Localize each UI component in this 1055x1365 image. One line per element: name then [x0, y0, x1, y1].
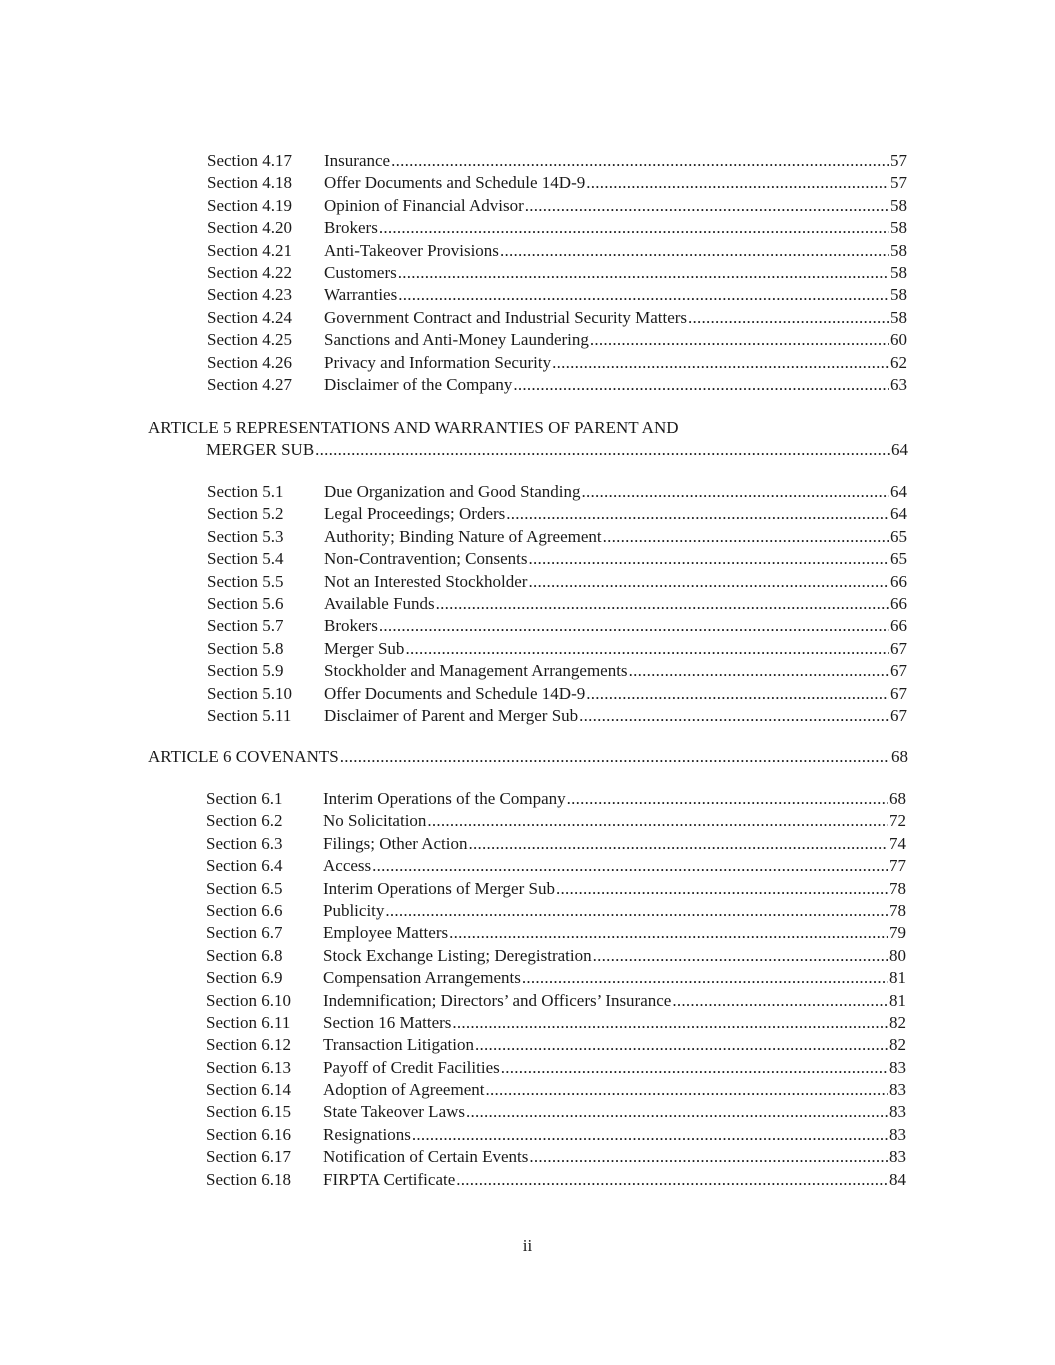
- section-title: Offer Documents and Schedule 14D-9: [324, 173, 586, 193]
- page-number: 67: [890, 705, 907, 725]
- dot-leader: [379, 615, 889, 637]
- section-number: Section 4.25: [207, 330, 292, 350]
- toc-entry: [0, 788, 906, 810]
- page-number: 64: [890, 482, 907, 501]
- toc-entry: [0, 660, 907, 682]
- section-number: Section 5.6: [207, 593, 284, 613]
- section-number: Section 6.17: [206, 1147, 291, 1167]
- page-number: 78: [889, 900, 906, 920]
- section-title: Sanctions and Anti-Money Laundering: [324, 330, 589, 350]
- section-title: Payoff of Credit Facilities: [323, 1057, 500, 1077]
- section-title: Stock Exchange Listing; Deregistration: [323, 945, 592, 965]
- toc-entry: [0, 967, 906, 989]
- dot-leader: [372, 855, 888, 877]
- page-number: 83: [889, 1057, 906, 1077]
- toc-entry: [0, 1079, 906, 1101]
- toc-entry: [0, 1169, 906, 1191]
- toc-entry: [0, 150, 907, 172]
- toc-entry: [0, 548, 907, 570]
- toc-entry: [0, 810, 906, 832]
- page-number: 67: [890, 683, 907, 703]
- page-number: 77: [889, 856, 906, 876]
- section-number: Section 4.19: [207, 195, 292, 215]
- page-number: 65: [890, 526, 907, 546]
- toc-entry: [0, 833, 906, 855]
- dot-leader: [528, 571, 889, 593]
- toc-entry: [0, 240, 907, 262]
- page-number: 82: [889, 1035, 906, 1055]
- toc-entry: [0, 855, 906, 877]
- section-title: Offer Documents and Schedule 14D-9: [324, 683, 586, 703]
- section-number: Section 6.16: [206, 1124, 291, 1144]
- section-title: Not an Interested Stockholder: [324, 571, 528, 591]
- section-number: Section 4.17: [207, 151, 292, 170]
- page-number: 72: [889, 811, 906, 831]
- page-number: 74: [889, 833, 906, 853]
- section-title: Interim Operations of the Company: [323, 789, 566, 808]
- toc-entry: [0, 683, 907, 705]
- section-title: Due Organization and Good Standing: [324, 482, 581, 501]
- article-5-page-number: 64: [891, 440, 908, 460]
- toc-entry: [0, 262, 907, 284]
- dot-leader: [315, 439, 890, 461]
- section-number: Section 4.21: [207, 240, 292, 260]
- page-number: 67: [890, 661, 907, 681]
- section-number: Section 6.15: [206, 1102, 291, 1122]
- toc-entry: [0, 503, 907, 525]
- dot-leader: [405, 638, 889, 660]
- dot-leader: [385, 900, 888, 922]
- page-number: 66: [890, 593, 907, 613]
- section-number: Section 4.20: [207, 218, 292, 238]
- page-number: 84: [889, 1169, 906, 1189]
- page-number: 58: [890, 285, 907, 305]
- section-number: Section 6.9: [206, 968, 283, 988]
- section-number: Section 4.22: [207, 262, 292, 282]
- section-title: Section 16 Matters: [323, 1012, 452, 1032]
- section-title: Legal Proceedings; Orders: [324, 504, 506, 524]
- page-number: 66: [890, 571, 907, 591]
- page-number: 58: [890, 218, 907, 238]
- section-title: Customers: [324, 262, 397, 282]
- toc-entry: [0, 352, 907, 374]
- section-number: Section 6.7: [206, 923, 283, 943]
- dot-leader: [412, 1124, 888, 1146]
- article-6-page-number: 68: [891, 747, 908, 766]
- section-title: Resignations: [323, 1124, 411, 1144]
- page-number: 66: [890, 616, 907, 636]
- toc-entry: [0, 878, 906, 900]
- page-number: 81: [889, 968, 906, 988]
- toc-entry: [0, 638, 907, 660]
- section-number: Section 6.10: [206, 990, 291, 1010]
- toc-entry: [0, 1146, 906, 1168]
- dot-leader: [427, 810, 888, 832]
- dot-leader: [391, 150, 889, 172]
- toc-group-article-5: [0, 481, 1055, 727]
- section-title: Government Contract and Industrial Security Matters: [324, 307, 688, 327]
- section-title: Notification of Certain Events: [323, 1147, 529, 1167]
- toc-entry: [0, 1101, 906, 1123]
- section-title: Transaction Litigation: [323, 1035, 474, 1055]
- dot-leader: [475, 1034, 888, 1056]
- section-title: Disclaimer of Parent and Merger Sub: [324, 705, 579, 725]
- dot-leader: [398, 262, 889, 284]
- section-title: Adoption of Agreement: [323, 1080, 485, 1100]
- toc-entry: [0, 172, 907, 194]
- page-number: 58: [890, 240, 907, 260]
- page-number: 57: [890, 173, 907, 193]
- section-number: Section 4.23: [207, 285, 292, 305]
- section-number: Section 5.7: [207, 616, 284, 636]
- section-title: No Solicitation: [323, 811, 427, 831]
- toc-entry: [0, 284, 907, 306]
- section-title: Interim Operations of Merger Sub: [323, 878, 555, 898]
- toc-entry: [0, 374, 907, 396]
- page-number: 83: [889, 1102, 906, 1122]
- page-number: 78: [889, 878, 906, 898]
- dot-leader: [552, 352, 889, 374]
- toc-entry: [0, 526, 907, 548]
- section-title: Insurance: [324, 151, 391, 170]
- toc-entry: [0, 1124, 906, 1146]
- section-title: Anti-Takeover Provisions: [324, 240, 499, 260]
- toc-entry: [0, 1012, 906, 1034]
- section-number: Section 6.14: [206, 1080, 291, 1100]
- toc-entry: [0, 571, 907, 593]
- dot-leader: [466, 1101, 888, 1123]
- section-number: Section 6.3: [206, 833, 283, 853]
- section-title: Available Funds: [324, 593, 435, 613]
- section-title: Privacy and Information Security: [324, 352, 552, 372]
- section-title: Publicity: [323, 900, 385, 920]
- section-number: Section 5.9: [207, 661, 284, 681]
- section-title: Warranties: [324, 285, 398, 305]
- dot-leader: [567, 788, 888, 810]
- section-title: Brokers: [324, 218, 378, 238]
- section-number: Section 6.5: [206, 878, 283, 898]
- section-number: Section 6.8: [206, 945, 283, 965]
- toc-entry: [0, 307, 907, 329]
- section-title: Filings; Other Action: [323, 833, 468, 853]
- dot-leader: [456, 1169, 888, 1191]
- toc-entry: [0, 195, 907, 217]
- dot-leader: [672, 990, 888, 1012]
- section-title: Merger Sub: [324, 638, 405, 658]
- dot-leader: [436, 593, 889, 615]
- section-title: Compensation Arrangements: [323, 968, 521, 988]
- dot-leader: [506, 503, 889, 525]
- toc-entry: [0, 1034, 906, 1056]
- dot-leader: [593, 945, 888, 967]
- page-number: 65: [890, 549, 907, 569]
- dot-leader: [556, 878, 888, 900]
- section-number: Section 5.8: [207, 638, 284, 658]
- article-5-title-line-2: MERGER SUB: [206, 440, 315, 460]
- toc-entry: [0, 481, 907, 503]
- section-number: Section 6.1: [206, 789, 283, 808]
- toc-entry: [0, 593, 907, 615]
- toc-entry: [0, 705, 907, 727]
- page-footer-number: ii: [522, 1236, 533, 1255]
- dot-leader: [586, 683, 889, 705]
- toc-entry: [0, 615, 907, 637]
- section-number: Section 4.26: [207, 352, 292, 372]
- section-number: Section 5.1: [207, 482, 284, 501]
- dot-leader: [340, 746, 890, 768]
- page-number: 83: [889, 1080, 906, 1100]
- section-number: Section 4.18: [207, 173, 292, 193]
- toc-entry: [0, 990, 906, 1012]
- page-number: 57: [890, 151, 907, 170]
- toc-entry: [0, 1057, 906, 1079]
- section-title: Non-Contravention; Consents: [324, 549, 528, 569]
- toc-entry: [0, 900, 906, 922]
- article-6-title: ARTICLE 6 COVENANTS: [148, 747, 339, 766]
- page-number: 83: [889, 1124, 906, 1144]
- page-number: 82: [889, 1012, 906, 1032]
- section-title: Indemnification; Directors’ and Officers’ Insurance: [323, 990, 672, 1010]
- section-number: Section 6.18: [206, 1169, 291, 1189]
- dot-leader: [398, 284, 889, 306]
- toc-article-5-heading: [148, 417, 908, 462]
- dot-leader: [629, 660, 889, 682]
- section-title: FIRPTA Certificate: [323, 1169, 456, 1189]
- section-number: Section 6.2: [206, 811, 283, 831]
- page-number: 64: [890, 504, 907, 524]
- page-number: 58: [890, 195, 907, 215]
- toc-entry: [0, 217, 907, 239]
- page-number: 60: [890, 330, 907, 350]
- section-number: Section 5.4: [207, 549, 284, 569]
- section-number: Section 6.13: [206, 1057, 291, 1077]
- dot-leader: [485, 1079, 888, 1101]
- section-title: Opinion of Financial Advisor: [324, 195, 524, 215]
- toc-entry: [0, 922, 906, 944]
- section-title: Employee Matters: [323, 923, 449, 943]
- section-number: Section 6.6: [206, 900, 283, 920]
- dot-leader: [513, 374, 889, 396]
- page-number: 68: [889, 789, 906, 808]
- section-title: Brokers: [324, 616, 378, 636]
- section-title: Access: [323, 856, 372, 876]
- section-title: State Takeover Laws: [323, 1102, 466, 1122]
- toc-entry: [0, 945, 906, 967]
- toc-entry: [0, 329, 907, 351]
- section-number: Section 5.5: [207, 571, 284, 591]
- page-number: 67: [890, 638, 907, 658]
- dot-leader: [688, 307, 889, 329]
- dot-leader: [603, 526, 889, 548]
- section-title: Disclaimer of the Company: [324, 374, 513, 394]
- dot-leader: [586, 172, 889, 194]
- section-number: Section 6.12: [206, 1035, 291, 1055]
- toc-group-article-6: [0, 788, 1055, 1191]
- page-number: 62: [890, 352, 907, 372]
- page-number: 63: [890, 374, 907, 394]
- section-title: Authority; Binding Nature of Agreement: [324, 526, 602, 546]
- page-number: 81: [889, 990, 906, 1010]
- page-number: 83: [889, 1147, 906, 1167]
- dot-leader: [529, 1146, 888, 1168]
- section-title: Stockholder and Management Arrangements: [324, 661, 628, 681]
- toc-article-6-heading: [148, 746, 908, 768]
- section-number: Section 5.11: [207, 705, 292, 725]
- dot-leader: [590, 329, 889, 351]
- dot-leader: [522, 967, 888, 989]
- section-number: Section 4.24: [207, 307, 292, 327]
- dot-leader: [379, 217, 889, 239]
- dot-leader: [500, 240, 889, 262]
- dot-leader: [501, 1057, 888, 1079]
- section-number: Section 5.10: [207, 683, 292, 703]
- page-number: 80: [889, 945, 906, 965]
- dot-leader: [525, 195, 889, 217]
- section-number: Section 6.11: [206, 1012, 291, 1032]
- toc-group-article-4: [0, 150, 1055, 396]
- dot-leader: [452, 1012, 888, 1034]
- page-number: 58: [890, 307, 907, 327]
- dot-leader: [469, 833, 889, 855]
- section-number: Section 5.2: [207, 504, 284, 524]
- dot-leader: [449, 922, 888, 944]
- dot-leader: [582, 481, 889, 503]
- section-number: Section 5.3: [207, 526, 284, 546]
- dot-leader: [579, 705, 889, 727]
- section-number: Section 6.4: [206, 856, 283, 876]
- dot-leader: [529, 548, 889, 570]
- section-number: Section 4.27: [207, 374, 292, 394]
- article-5-title-line-1: ARTICLE 5 REPRESENTATIONS AND WARRANTIES OF PARENT AND: [148, 418, 679, 437]
- page-number: 58: [890, 262, 907, 282]
- page-number: 79: [889, 923, 906, 943]
